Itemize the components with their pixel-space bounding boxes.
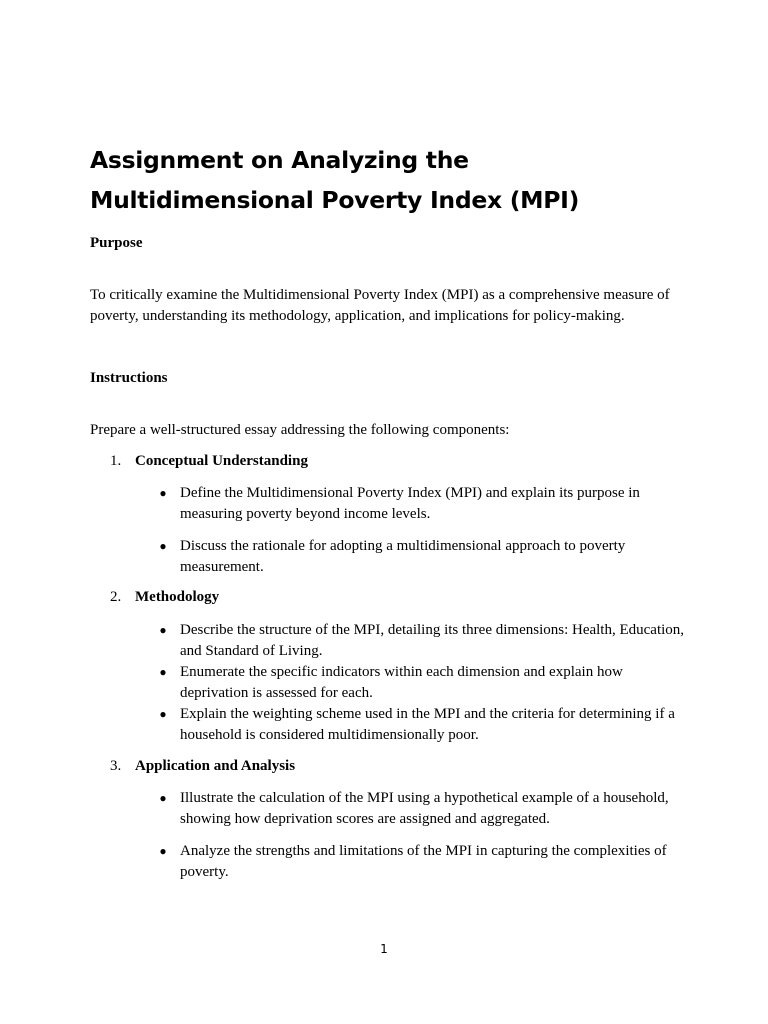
section-item bbox=[110, 587, 219, 608]
section-number: 3. bbox=[110, 758, 122, 774]
bullet-text: Define the Multidimensional Poverty Index (MPI) and explain its purpose in measuring poverty beyond income levels. bbox=[180, 485, 640, 522]
bullet-text: Describe the structure of the MPI, detailing its three dimensions: Health, Education, and Standard of Living. bbox=[180, 622, 685, 659]
bullet-icon: ● bbox=[159, 539, 167, 553]
bullet-icon: ● bbox=[159, 665, 167, 679]
bullet-text: Enumerate the specific indicators within each dimension and explain how deprivation is assessed for each. bbox=[180, 664, 623, 701]
section-item bbox=[110, 451, 308, 472]
section-number: 1. bbox=[110, 453, 122, 469]
section-number: 2. bbox=[110, 589, 122, 605]
section-item bbox=[110, 756, 295, 777]
instructions-intro: Prepare a well-structured essay addressing the following components: bbox=[90, 422, 510, 438]
bullet-item bbox=[158, 841, 688, 882]
section-label: Application and Analysis bbox=[135, 758, 296, 774]
bullet-item bbox=[158, 704, 688, 745]
section-label: Conceptual Understanding bbox=[135, 453, 308, 469]
bullet-item bbox=[158, 536, 688, 577]
page-number: 1 bbox=[380, 942, 388, 956]
bullet-item bbox=[158, 620, 688, 661]
bullet-item bbox=[158, 788, 688, 829]
bullet-icon: ● bbox=[159, 486, 167, 500]
bullet-text: Discuss the rationale for adopting a multidimensional approach to poverty measurement. bbox=[180, 538, 626, 575]
bullet-icon: ● bbox=[159, 623, 167, 637]
bullet-text: Illustrate the calculation of the MPI using a hypothetical example of a household, showing how deprivation scores are assigned and aggregated. bbox=[180, 790, 669, 827]
section-label: Methodology bbox=[135, 589, 220, 605]
bullet-item bbox=[158, 662, 688, 703]
bullet-text: Analyze the strengths and limitations of the MPI in capturing the complexities of poverty. bbox=[180, 843, 667, 880]
purpose-paragraph: To critically examine the Multidimensional Poverty Index (MPI) as a comprehensive measure of poverty, understanding its methodology, application, and implications for policy-making. bbox=[90, 287, 670, 324]
document-title: Assignment on Analyzing the Multidimensional Poverty Index (MPI) bbox=[90, 146, 580, 214]
bullet-icon: ● bbox=[159, 791, 167, 805]
purpose-heading: Purpose bbox=[90, 235, 143, 251]
bullet-icon: ● bbox=[159, 844, 167, 858]
bullet-text: Explain the weighting scheme used in the MPI and the criteria for determining if a household is considered multidimensionally poor. bbox=[180, 706, 675, 743]
bullet-item bbox=[158, 483, 688, 524]
bullet-icon: ● bbox=[159, 707, 167, 721]
instructions-heading: Instructions bbox=[90, 370, 168, 386]
